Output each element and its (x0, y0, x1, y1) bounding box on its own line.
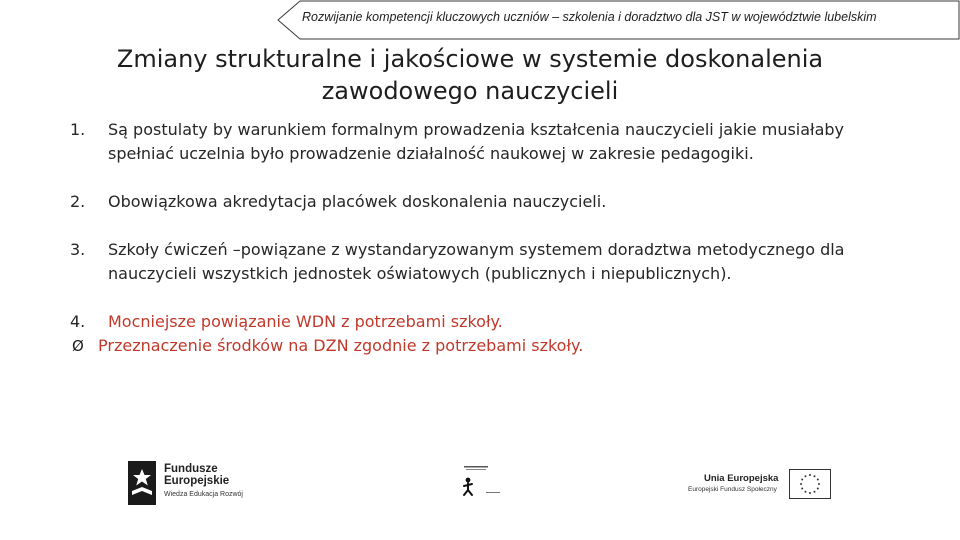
list-item-number: 4. (70, 312, 86, 331)
ue-logo-line-1: Unia Europejska (704, 473, 779, 484)
list-item-text-line-1: Szkoły ćwiczeń –powiązane z wystandaryzowanym systemem doradztwa metodycznego dla (108, 240, 845, 259)
fe-logo-line-2: Europejskie (164, 475, 230, 487)
list-item-text-line-1: Obowiązkowa akredytacja placówek doskonalenia nauczycieli. (108, 192, 607, 211)
slide-title (80, 43, 860, 107)
list-item-1 (70, 118, 910, 166)
list-item-3 (70, 238, 910, 286)
fe-logo-line-3: Wiedza Edukacja Rozwój (164, 491, 243, 498)
fe-logo-line-1: Fundusze (164, 463, 218, 475)
fundusze-europejskie-mark-icon (128, 461, 158, 505)
list-item-number: 3. (70, 240, 86, 259)
list-item-number: 2. (70, 192, 86, 211)
ue-logo-line-2: Europejski Fundusz Społeczny (688, 486, 777, 493)
list-item-text-line-1: Są postulaty by warunkiem formalnym prowadzenia kształcenia nauczycieli jakie musiałaby (108, 120, 845, 139)
list-item-4 (70, 310, 910, 334)
list-item-number: 1. (70, 120, 86, 139)
arrow-bullet-text: Przeznaczenie środków na DZN zgodnie z potrzebami szkoły. (98, 336, 584, 355)
fundusze-europejskie-logo (128, 461, 278, 505)
arrow-bullet-item (72, 334, 912, 358)
unia-europejska-logo (688, 469, 838, 499)
header-project-title: Rozwijanie kompetencji kluczowych uczniów – szkolenia i doradztwo dla JST w województwie lubelskim (302, 10, 877, 24)
list-item-2 (70, 190, 910, 214)
list-item-text-line-2: nauczycieli wszystkich jednostek oświatowych (publicznych i niepublicznych). (108, 264, 732, 283)
header-tab (0, 0, 960, 40)
eu-flag-icon (789, 469, 831, 499)
center-partner-logo (458, 464, 508, 498)
slide-title-line-2: zawodowego nauczycieli (321, 77, 619, 105)
slide-title-line-1: Zmiany strukturalne i jakościowe w systemie doskonalenia (116, 45, 824, 73)
list-item-text-line-2: spełniać uczelnia było prowadzenie działalność naukowej w zakresie pedagogiki. (108, 144, 754, 163)
partner-emblem-icon (458, 464, 508, 498)
arrow-bullet-icon: Ø (72, 337, 84, 355)
list-item-text-line-1: Mocniejsze powiązanie WDN z potrzebami szkoły. (108, 312, 503, 331)
